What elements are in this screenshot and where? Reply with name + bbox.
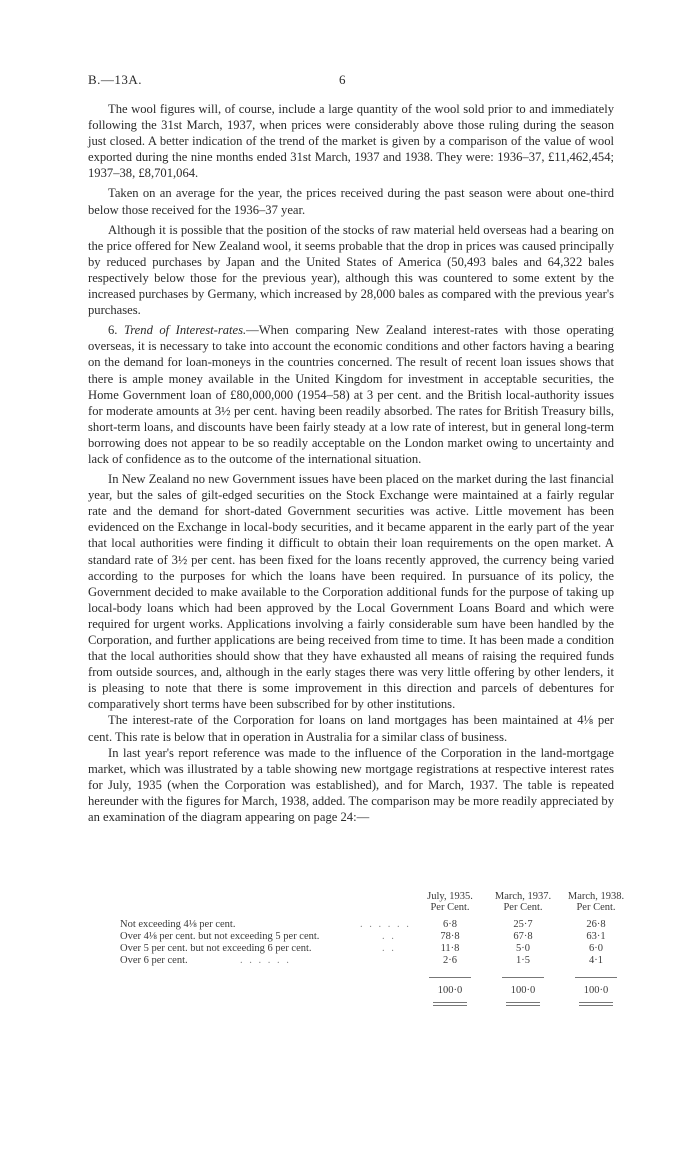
column-unit: Per Cent. (576, 902, 616, 913)
table-cell: 78·8 (440, 931, 460, 942)
paragraph: In last year's report reference was made to the influence of the Corporation in the land-mortgage market, which was illustrated by a table showing new mortgage registrations at respective interest rates for July, 1935 (when the Corporation was established), and for March, 1937. The table is repeated hereunder with the figures for March, 1938, added. The comparison may be more readily appreciated by an examination of the diagram appearing on page 24:— (88, 745, 614, 825)
total-cell: 100·0 (583, 985, 609, 996)
table-cell: 6·8 (443, 919, 457, 930)
body-text (88, 101, 614, 825)
leader-dots: . . (382, 931, 396, 942)
column-unit: Per Cent. (430, 902, 470, 913)
section-heading: Trend of Interest-rates. (123, 323, 247, 338)
table-cell: 1·5 (516, 955, 530, 966)
table-cell: 6·0 (589, 943, 603, 954)
row-label: Not exceeding 4⅛ per cent. (120, 919, 236, 930)
table-cell: 11·8 (440, 943, 460, 954)
total-double-rule (506, 1002, 540, 1006)
column-header (560, 891, 632, 913)
total-double-rule (433, 1002, 467, 1006)
sum-rule (502, 977, 544, 978)
table-cell: 2·6 (443, 955, 457, 966)
row-label: Over 6 per cent. (120, 955, 188, 966)
document-reference: B.—13A. (88, 72, 143, 87)
column-header (487, 891, 559, 913)
column-header (414, 891, 486, 913)
table-cell: 67·8 (513, 931, 533, 942)
row-label: Over 5 per cent. but not exceeding 6 per cent. (120, 943, 312, 954)
table-header (120, 891, 625, 919)
section-number: 6. (108, 323, 118, 338)
total-cell: 100·0 (510, 985, 536, 996)
table-row (120, 919, 614, 931)
sum-rule (575, 977, 617, 978)
column-unit: Per Cent. (503, 902, 543, 913)
section-6-paragraph (88, 322, 614, 467)
table-row (120, 943, 614, 955)
paragraph: The wool figures will, of course, include a large quantity of the wool sold prior to and immediately following the 31st March, 1937, when prices were considerably above those ruling during the season just closed. A better indication of the trend of the market is given by a comparison of the value of wool exported during the nine months ended 31st March, 1937 and 1938. They were: 1936–37, £11,462,454; 1937–38, £8,701,064. (88, 102, 614, 181)
total-cell: 100·0 (437, 985, 463, 996)
paragraph: In New Zealand no new Government issues have been placed on the market during the last financial year, but the sales of gilt-edged securities on the Stock Exchange were maintained at a fairly regular rate and the demand for short-dated Government securities was active. Little movement has been evidenced on the Exchange in local-body securities, and it became apparent in the early part of the year that local authorities were finding it difficult to obtain their loan requirements on the open market. A standard rate of 3½ per cent. has been fixed for the loans recently approved, the currency being varied according to the purposes for which the loans have been required. In pursuance of its policy, the Government decided to make available to the Corporation additional funds for the purpose of taking up local-body loans which had been approved by the Local Government Loans Board and which were required for urgent works. Applications involving a fairly considerable sum have been handled by the Corporation, and further applications are being received from time to time. It has been made a condition that the local authorities should show that they have exhausted all means of raising the required funds from outside sources, and, although in the early stages there was very little offering by other lenders, it is pleasing to note that there is some improvement in this direction and parcels of debentures for comparatively short terms have been subscribed for by other institutions. (88, 472, 614, 712)
interest-rate-table (120, 891, 625, 1005)
leader-dots: . . . . . . (360, 919, 411, 930)
total-double-rule (579, 1002, 613, 1006)
table-cell: 5·0 (516, 943, 530, 954)
table-cell: 63·1 (586, 931, 606, 942)
leader-dots: . . (382, 943, 396, 954)
leader-dots: . . . . . . (240, 955, 291, 966)
paragraph: Taken on an average for the year, the prices received during the past season were about one-third below those received for the 1936–37 year. (88, 186, 614, 217)
column-period: March, 1938. (567, 891, 625, 902)
table-cell: 25·7 (513, 919, 533, 930)
paragraph: The interest-rate of the Corporation for loans on land mortgages has been maintained at 4⅛ per cent. This rate is below that in operation in Australia for a similar class of business. (88, 713, 614, 744)
table-totals (120, 975, 614, 1005)
table-cell: 4·1 (589, 955, 603, 966)
column-period: July, 1935. (427, 891, 473, 902)
sum-rule (429, 977, 471, 978)
section-text: —When comparing New Zealand interest-rates with those operating overseas, it is necessary to take into account the economic conditions and other factors having a bearing on the demand for loan-moneys in the countries concerned. The result of recent loan issues shows that there is ample money available in the United Kingdom for investment in acceptable securities, the Home Government loan of £80,000,000 (1954–58) at 3 per cent. and the British local-authority issues for moderate amounts at 3½ per cent. having been readily absorbed. The rates for British Treasury bills, short-term loans, and discounts have been fairly steady at a low rate of interest, but in general long-term borrowing does not appear to be so readily acceptable on the London market owing to uncertainty and lack of confidence as to the outcome of the international situation. (88, 323, 614, 466)
table-row (120, 955, 614, 967)
table-row (120, 931, 614, 943)
table-cell: 26·8 (586, 919, 606, 930)
page-number: 6 (339, 72, 346, 87)
column-period: March, 1937. (494, 891, 552, 902)
row-label: Over 4⅛ per cent. but not exceeding 5 per cent. (120, 931, 320, 942)
paragraph: Although it is possible that the position of the stocks of raw material held overseas had a bearing on the price offered for New Zealand wool, it seems probable that the drop in prices was caused principally by reduced purchases by Japan and the United States of America (50,493 bales and 64,322 bales respectively below those for the previous year), although this was countered to some extent by the increased purchases by Germany, which increased by 28,000 bales as compared with the previous year's purchases. (88, 222, 614, 318)
